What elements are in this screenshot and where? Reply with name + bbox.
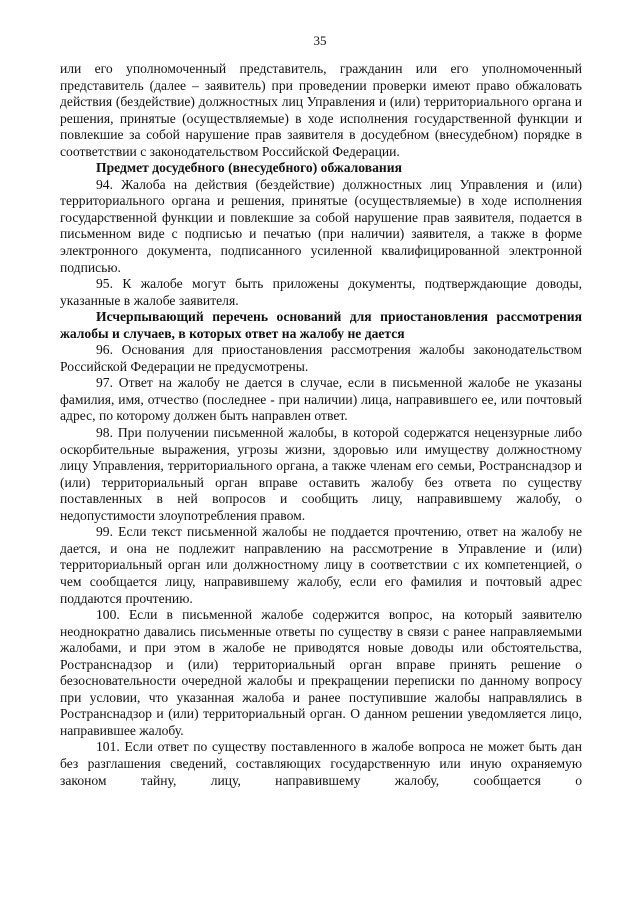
section-heading-suspension-grounds: Исчерпывающий перечень оснований для приостановления рассмотрения жалобы и случаев, в которых ответ на жалобу не дается: [60, 309, 582, 341]
paragraph-96: 96. Основания для приостановления рассмотрения жалобы законодательством Российской Федерации не предусмотрены.: [60, 342, 582, 374]
paragraph-95: 95. К жалобе могут быть приложены документы, подтверждающие доводы, указанные в жалобе заявителя.: [60, 276, 582, 308]
section-heading-appeal-subject: Предмет досудебного (внесудебного) обжалования: [96, 160, 402, 176]
paragraph-101: 101. Если ответ по существу поставленного в жалобе вопроса не может быть дан без разглашения сведений, составляющих государственную или иную охраняемую законом тайну, лицу, направившему жалобу, сообщается о: [60, 739, 582, 788]
paragraph-99: 99. Если текст письменной жалобы не поддается прочтению, ответ на жалобу не дается, и она не подлежит направлению на рассмотрение в Управление и (или) территориальный орган или должностному лицу в соответствии с их компетенцией, о чем сообщается лицу, направившему жалобу, если его фамилия и почтовый адрес поддаются прочтению.: [60, 524, 582, 606]
paragraph-94: 94. Жалоба на действия (бездействие) должностных лиц Управления и (или) территориального органа и решения, принятые (осуществляемые) в ходе исполнения государственной функции и повлекшие за собой нарушение прав заявителя, подается в письменном виде с подписью и печатью (при наличии) заявителя, а также в форме электронного документа, подписанного усиленной квалифицированной электронной подписью.: [60, 176, 582, 275]
paragraph-continuation: или его уполномоченный представитель, гражданин или его уполномоченный представитель (далее – заявитель) при проведении проверки имеют право обжаловать действия (бездействие) должностных лиц Управления и (или) территориального органа и решения, принятые (осуществляемые) в ходе исполнения государственной функции и повлекшие за собой нарушение прав заявителя в досудебном (внесудебном) порядке в соответствии с законодательством Российской Федерации.: [60, 61, 582, 159]
paragraph-98: 98. При получении письменной жалобы, в которой содержатся нецензурные либо оскорбительные выражения, угрозы жизни, здоровью или имуществу должностному лицу Управления, территориального органа, а также членам его семьи, Ространснадзор и (или) территориальный орган вправе оставить жалобу без ответа по существу поставленных в ней вопросов и сообщить лицу, направившему жалобу, о недопустимости злоупотребления правом.: [60, 425, 582, 523]
paragraph-100: 100. Если в письменной жалобе содержится вопрос, на который заявителю неоднократно давались письменные ответы по существу в связи с ранее направляемыми жалобами, и при этом в жалобе не приводятся новые доводы или обстоятельства, Ространснадзор и (или) территориальный орган вправе принять решение о безосновательности очередной жалобы и прекращении переписки по данному вопросу при условии, что указанная жалоба и ранее поступившие жалобы направлялись в Ространснадзор и (или) территориальный орган. О данном решении уведомляется лицо, направившее жалобу.: [60, 607, 582, 738]
paragraph-97: 97. Ответ на жалобу не дается в случае, если в письменной жалобе не указаны фамилия, имя, отчество (последнее - при наличии) лица, направившего ее, или почтовый адрес, по которому должен быть направлен ответ.: [60, 375, 582, 424]
page-number: 35: [313, 33, 327, 48]
document-body: [60, 61, 582, 789]
